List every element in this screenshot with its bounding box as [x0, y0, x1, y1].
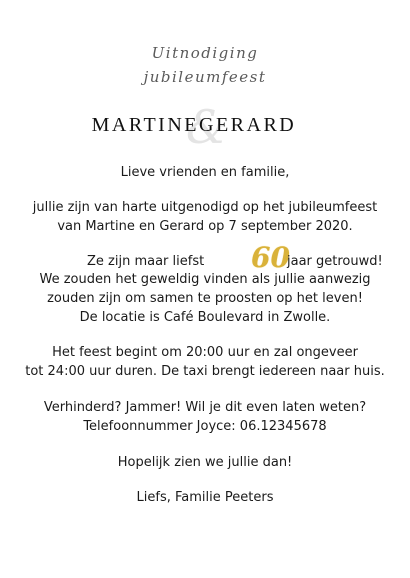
- paragraph-line-2: zouden zijn om samen te proosten op het leven!: [47, 291, 363, 306]
- signature-line: Liefs, Familie Peeters: [136, 490, 274, 505]
- invite-line-2: van Martine en Gerard op 7 september 2020.: [57, 219, 353, 234]
- married-text-post: jaar getrouwd!: [287, 254, 383, 269]
- time-line-2: tot 24:00 uur duren. De taxi brengt iedereen naar huis.: [25, 364, 385, 379]
- rsvp-line-1: Verhinderd? Jammer! Wil je dit even laten weten?: [43, 400, 367, 415]
- time-line-1: Het feest begint om 20:00 uur en zal ongeveer: [52, 345, 358, 360]
- couple-names: [0, 100, 410, 154]
- greeting: Lieve vrienden en familie,: [120, 165, 290, 180]
- ampersand-ornament: &: [186, 100, 227, 154]
- script-title-line-2: jubileumfeest: [143, 68, 267, 86]
- rsvp-phone-line: Telefoonnummer Joyce: 06.12345678: [83, 419, 327, 434]
- name-martine: MARTINE: [91, 114, 199, 136]
- married-text-pre: Ze zijn maar liefst: [87, 254, 205, 269]
- script-title-line-1: Uitnodiging: [151, 44, 259, 62]
- name-gerard: GERARD: [199, 114, 297, 136]
- invite-line-1: jullie zijn van harte uitgenodigd op het jubileumfeest: [32, 200, 378, 215]
- paragraph-line-1: We zouden het geweldig vinden als jullie aanwezig: [39, 272, 371, 287]
- location-line: De locatie is Café Boulevard in Zwolle.: [79, 310, 331, 325]
- gold-sixty-number: 60: [251, 241, 290, 274]
- closing-line: Hopelijk zien we jullie dan!: [117, 455, 293, 470]
